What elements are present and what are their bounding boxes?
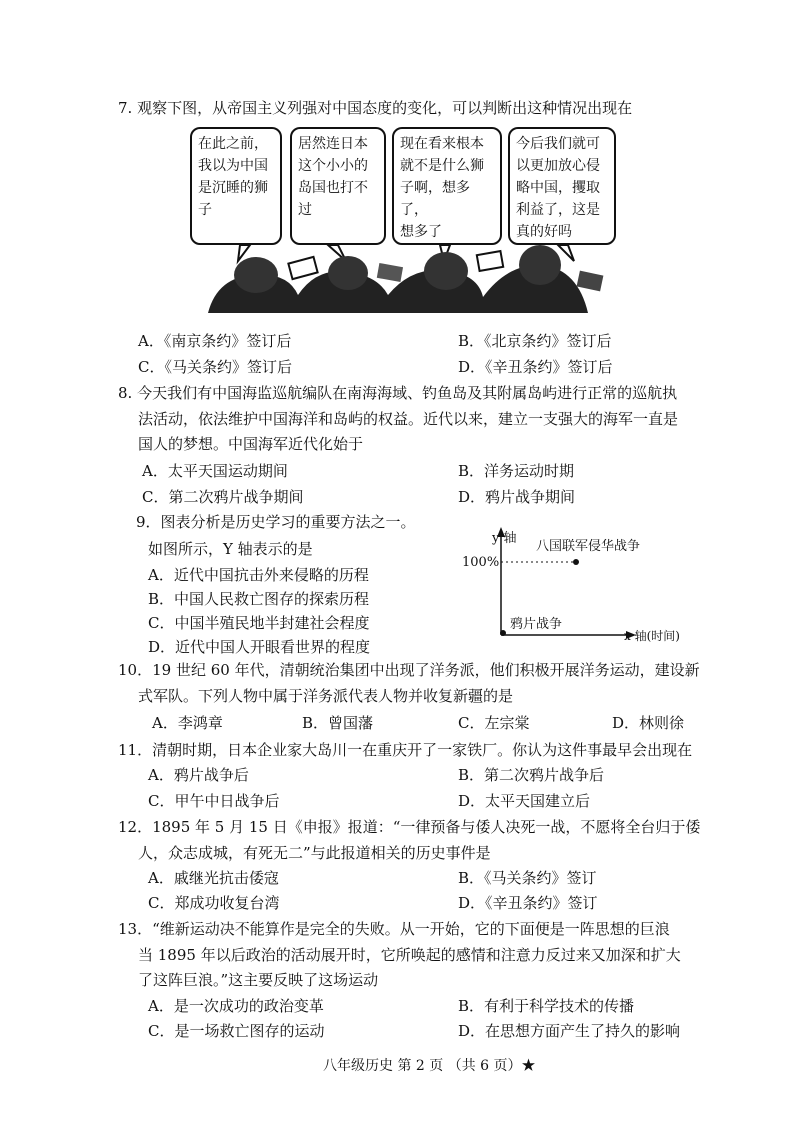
q9-option-c: C．中国半殖民地半封建社会程度 [148, 614, 370, 632]
q8-stem-line-2: 法活动，依法维护中国海洋和岛屿的权益。近代以来，建立一支强大的海军一直是 [138, 410, 679, 428]
q9-graph-label-origin: 鸦片战争 [510, 617, 563, 632]
q9-option-b: B．中国人民救亡图存的探索历程 [148, 590, 370, 608]
q11-option-d: D．太平天国建立后 [458, 792, 591, 810]
q7-option-c: C．《马关条约》签订后 [138, 358, 292, 376]
q12-option-b: B．《马关条约》签订 [458, 869, 597, 887]
q13-option-b: B．有利于科学技术的传播 [458, 997, 635, 1015]
q12-stem-line-1: 12．1895 年 5 月 15 日《申报》报道：“一律预备与倭人决死一战，不愿将全台归于倭 [118, 818, 701, 836]
q13-stem-line-1: 13．“维新运动决不能算作是完全的失败。从一开始，它的下面便是一阵思想的巨浪 [118, 920, 670, 938]
q12-option-a: A．戚继光抗击倭寇 [148, 869, 279, 887]
q10-stem-line-2: 式军队。下列人物中属于洋务派代表人物并收复新疆的是 [138, 687, 514, 705]
q8-option-b: B．洋务运动时期 [458, 462, 575, 480]
q12-option-c: C．郑成功收复台湾 [148, 894, 280, 912]
q13-stem-line-3: 了这阵巨浪。”这主要反映了这场运动 [138, 971, 379, 989]
cartoon-figures [178, 125, 620, 315]
q8-option-a: A．太平天国运动期间 [142, 462, 288, 480]
q9-stem-line-1: 9．图表分析是历史学习的重要方法之一。 [136, 513, 416, 531]
q7-option-b: B．《北京条约》签订后 [458, 332, 612, 350]
q12-stem-line-2: 人，众志成城，有死无二”与此报道相关的历史事件是 [138, 844, 491, 862]
q7-stem: 7. 观察下图，从帝国主义列强对中国态度的变化，可以判断出这种情况出现在 [118, 99, 633, 117]
q10-option-c: C．左宗棠 [458, 714, 530, 732]
q9-graph-point-origin [500, 630, 506, 636]
speech-bubble-1: 在此之前， 我以为中国 是沉睡的狮 子 [190, 127, 282, 245]
q9-graph-tick-100: 100% [462, 555, 500, 570]
q12-option-d: D．《辛丑条约》签订 [458, 894, 598, 912]
q11-stem-line-1: 11．清朝时期，日本企业家大岛川一在重庆开了一家铁厂。你认为这件事最早会出现在 [118, 741, 693, 759]
q13-option-a: A．是一次成功的政治变革 [148, 997, 324, 1015]
q8-stem-line-1: 8. 今天我们有中国海监巡航编队在南海海域、钓鱼岛及其附属岛屿进行正常的巡航执 [118, 384, 678, 402]
speech-bubble-2: 居然连日本 这个小小的 岛国也打不 过 [290, 127, 386, 245]
q9-option-a: A．近代中国抗击外来侵略的历程 [148, 566, 369, 584]
q13-option-d: D．在思想方面产生了持久的影响 [458, 1022, 681, 1040]
q10-option-b: B．曾国藩 [302, 714, 374, 732]
q8-option-d: D．鸦片战争期间 [458, 488, 576, 506]
q9-graph [460, 525, 690, 650]
q11-option-b: B．第二次鸦片战争后 [458, 766, 605, 784]
q13-stem-line-2: 当 1895 年以后政治的活动展开时，它所唤起的感情和注意力反过来又加深和扩大 [138, 946, 681, 964]
q11-option-c: C．甲午中日战争后 [148, 792, 280, 810]
speech-bubble-3: 现在看来根本 就不是什么狮 子啊，想多了， 想多了 [392, 127, 502, 245]
q10-stem-line-1: 10．19 世纪 60 年代，清朝统治集团中出现了洋务派，他们积极开展洋务运动，建设新 [118, 661, 700, 679]
q9-stem-line-2: 如图所示，Y 轴表示的是 [148, 540, 313, 558]
q9-graph-label-top: 八国联军侵华战争 [536, 539, 641, 554]
q13-option-c: C．是一场救亡图存的运动 [148, 1022, 325, 1040]
q11-option-a: A．鸦片战争后 [148, 766, 249, 784]
speech-bubble-4: 今后我们就可 以更加放心侵 略中国，攫取 利益了，这是 真的好吗 [508, 127, 616, 245]
q9-graph-x-label: x 轴(时间) [624, 629, 680, 643]
q9-option-d: D．近代中国人开眼看世界的程度 [148, 638, 371, 656]
page-footer: 八年级历史 第 2 页 （共 6 页）★ [323, 1058, 536, 1074]
q7-option-d: D．《辛丑条约》签订后 [458, 358, 613, 376]
q7-option-a: A．《南京条约》签订后 [138, 332, 292, 350]
q8-option-c: C．第二次鸦片战争期间 [142, 488, 304, 506]
q8-stem-line-3: 国人的梦想。中国海军近代化始于 [138, 435, 364, 453]
q9-graph-point-top [573, 559, 579, 565]
cartoon-illustration [178, 125, 620, 315]
q10-option-a: A．李鸿章 [152, 714, 223, 732]
q9-graph-y-label: y 轴 [492, 531, 517, 546]
q10-option-d: D．林则徐 [612, 714, 685, 732]
